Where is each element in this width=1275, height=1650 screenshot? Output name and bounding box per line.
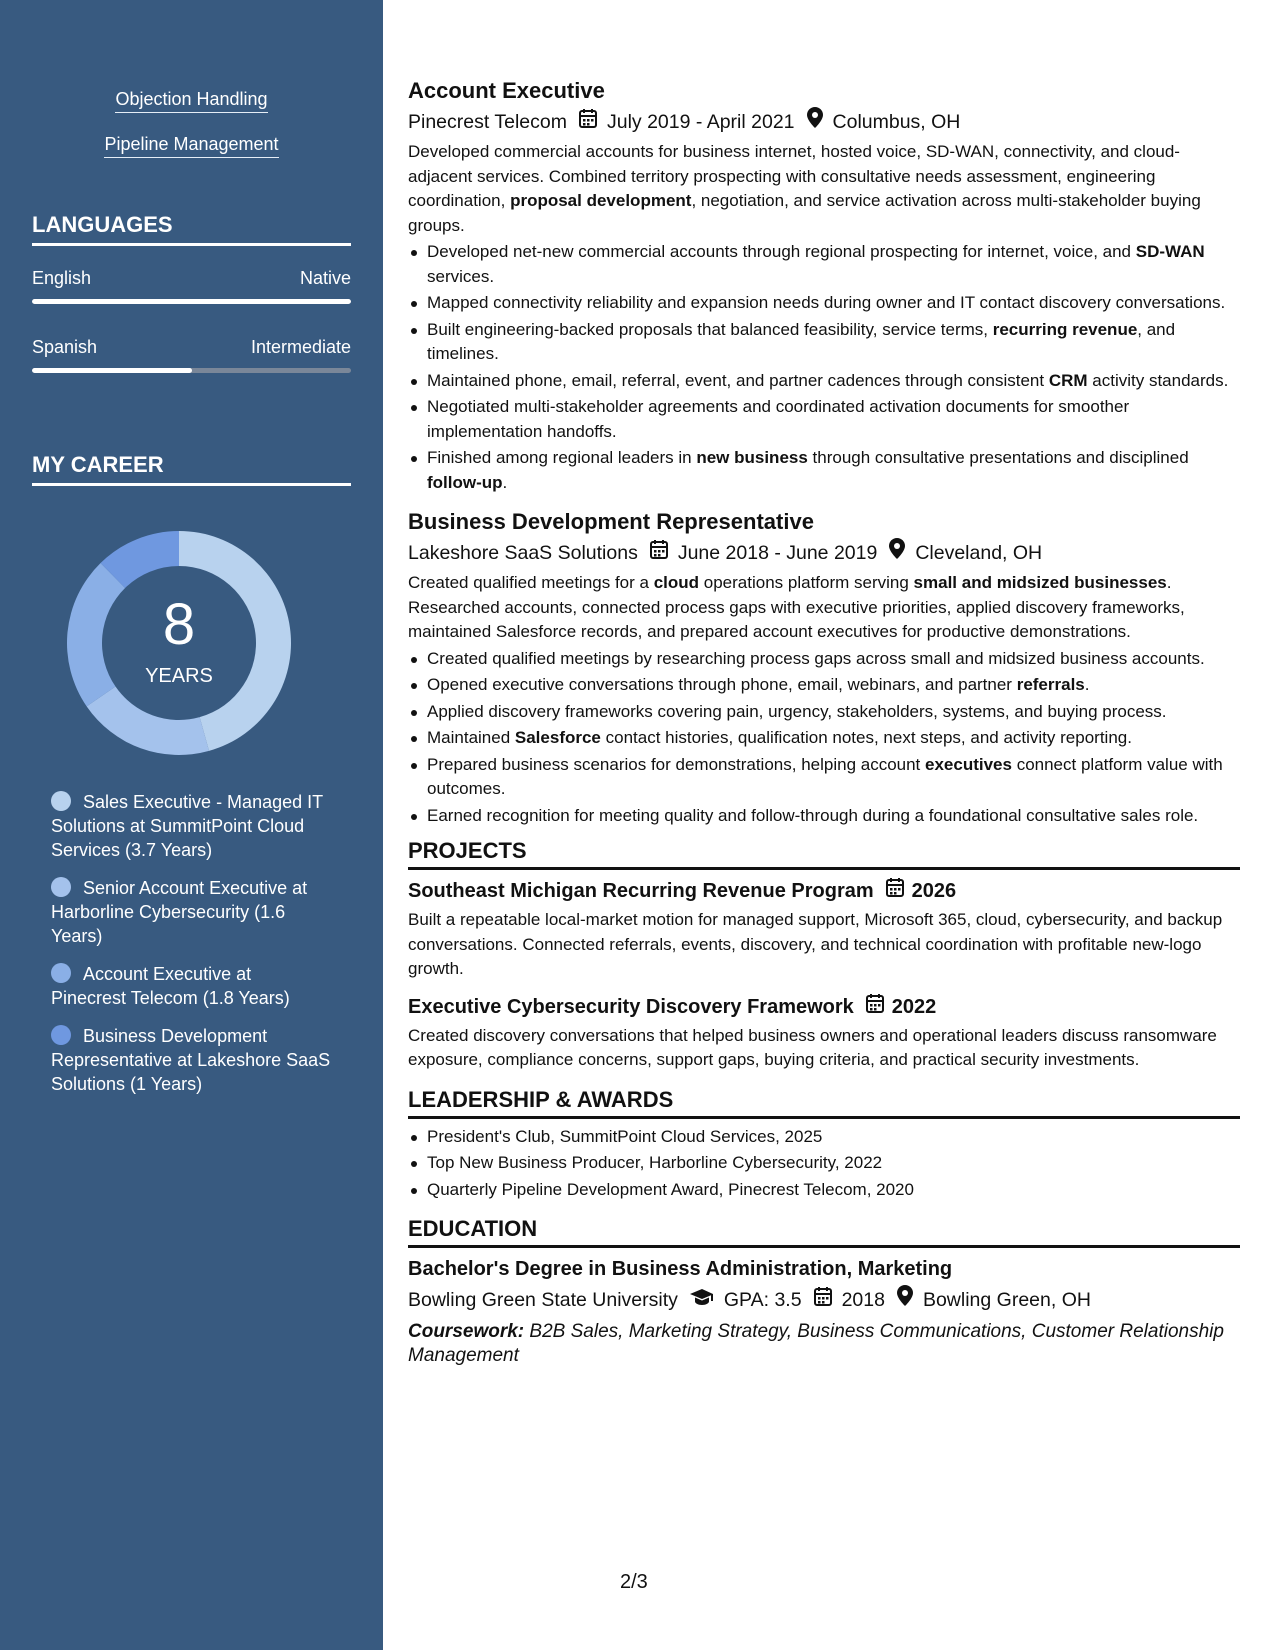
- job-title: Account Executive: [408, 78, 605, 103]
- project-entry: [408, 876, 1240, 982]
- bullet-item: [408, 726, 1240, 751]
- legend-dot: [51, 877, 71, 897]
- project-entry: [408, 992, 1240, 1073]
- education-meta: [408, 1284, 1240, 1316]
- job-company: Pinecrest Telecom: [408, 111, 567, 133]
- job-meta: [408, 537, 1240, 569]
- bullet-item: [408, 804, 1240, 829]
- calendar-icon: [886, 876, 904, 906]
- bold-text: cloud: [653, 573, 700, 592]
- bullet-item: [408, 291, 1240, 316]
- job-summary: [408, 140, 1240, 238]
- language-name: English: [32, 268, 92, 288]
- bullet-item: [408, 240, 1240, 289]
- bold-text: executives: [925, 754, 1012, 774]
- project-title-row: [408, 876, 1240, 906]
- career-item: [51, 962, 331, 1010]
- language-proficiency-fill: [32, 368, 192, 373]
- text-run: Opened executive conversations through phone, email, webinars, and partner: [427, 675, 1017, 694]
- text-run: connect platform value with outcomes.: [427, 754, 1223, 798]
- career-item: [51, 876, 331, 948]
- bold-text: referrals: [1016, 675, 1085, 694]
- bullet-item: [408, 673, 1240, 698]
- award-item: Quarterly Pipeline Development Award, Pinecrest Telecom, 2020: [408, 1178, 1240, 1203]
- bold-text: recurring revenue: [992, 319, 1138, 339]
- job-summary: [408, 571, 1240, 645]
- career-item: [51, 790, 331, 862]
- school-location: Bowling Green, OH: [922, 1289, 1091, 1311]
- language-proficiency-bar: [32, 299, 351, 304]
- calendar-icon: [650, 537, 668, 569]
- bold-text: Salesforce: [514, 728, 601, 747]
- map-pin-icon: [807, 106, 823, 138]
- donut-segment: [87, 687, 209, 755]
- page-number: 2/3: [620, 1571, 648, 1593]
- job-location: Cleveland, OH: [915, 542, 1043, 564]
- sidebar: [0, 0, 383, 1650]
- career-years-value: 8: [162, 592, 196, 657]
- text-run: Earned recognition for meeting quality and follow-through during a foundational consultative sales role.: [427, 805, 1199, 825]
- job-dates: June 2018 - June 2019: [677, 542, 878, 564]
- map-pin-icon: [889, 537, 905, 569]
- text-run: Developed commercial accounts for business internet, hosted voice, SD-WAN, connectivity, and cloud-adjacent services. Combined territory prospecting with consultative needs assessment, engineering coordination,: [408, 142, 1180, 210]
- job-entry: [408, 507, 1240, 828]
- career-item-text: Senior Account Executive at Harborline Cybersecurity (1.6 Years): [51, 878, 308, 946]
- text-run: Developed net-new commercial accounts through regional prospecting for internet, voice, and: [427, 242, 1136, 261]
- bullet-item: [408, 446, 1240, 495]
- career-item: [51, 1024, 331, 1096]
- graduation-year: 2018: [841, 1289, 885, 1311]
- awards-list: [408, 1125, 1240, 1203]
- legend-dot: [51, 791, 71, 811]
- skill-item[interactable]: [0, 134, 383, 158]
- language-proficiency-bar: [32, 368, 351, 373]
- job-title: Business Development Representative: [408, 509, 814, 534]
- text-run: activity standards.: [1087, 370, 1229, 390]
- bullet-item: [408, 700, 1240, 725]
- calendar-icon: [579, 106, 597, 138]
- text-run: Maintained: [427, 728, 515, 747]
- legend-dot: [51, 963, 71, 983]
- skill-item[interactable]: [0, 89, 383, 113]
- bold-text: SD-WAN: [1135, 242, 1205, 261]
- languages-heading: LANGUAGES: [32, 212, 351, 246]
- text-run: Maintained phone, email, referral, event, and partner cadences through consistent: [427, 370, 1049, 390]
- bullet-item: [408, 395, 1240, 444]
- job-bullets: [408, 647, 1240, 829]
- job-dates: July 2019 - April 2021: [606, 111, 795, 133]
- text-run: , negotiation, and service activation across multi-stakeholder buying groups.: [408, 191, 1201, 235]
- language-proficiency-fill: [32, 299, 351, 304]
- text-run: Prepared business scenarios for demonstrations, helping account: [427, 754, 926, 774]
- text-run: through consultative presentations and disciplined: [807, 448, 1189, 467]
- text-run: Created qualified meetings by researching process gaps across small and midsized business accounts.: [427, 648, 1205, 668]
- career-item-text: Account Executive at Pinecrest Telecom (1.8 Years): [51, 964, 290, 1008]
- language-level: Intermediate: [250, 337, 351, 357]
- career-heading: MY CAREER: [32, 452, 351, 486]
- text-run: Applied discovery frameworks covering pain, urgency, stakeholders, systems, and buying process.: [427, 701, 1167, 721]
- career-donut-chart: [67, 531, 291, 755]
- text-run: Negotiated multi-stakeholder agreements and coordinated activation documents for smoother implementation handoffs.: [427, 397, 1130, 441]
- text-run: Created qualified meetings for a: [408, 573, 654, 592]
- text-run: services.: [427, 266, 495, 286]
- gpa: GPA: 3.5: [723, 1289, 802, 1311]
- calendar-icon: [814, 1284, 832, 1316]
- job-entry: [408, 76, 1240, 495]
- bullet-item: [408, 753, 1240, 802]
- career-item-text: Business Development Representative at Lakeshore SaaS Solutions (1 Years): [51, 1026, 331, 1094]
- bold-text: small and midsized businesses: [913, 573, 1167, 592]
- bold-text: follow-up: [427, 472, 503, 492]
- award-item: President's Club, SummitPoint Cloud Services, 2025: [408, 1125, 1240, 1150]
- coursework-label: Coursework:: [408, 1321, 525, 1342]
- project-description: Created discovery conversations that helped business owners and operational leaders discuss ransomware exposure, compliance concerns, support gaps, buying criteria, and practical security investments.: [408, 1025, 1217, 1069]
- text-run: Built engineering-backed proposals that balanced feasibility, service terms,: [427, 319, 993, 339]
- text-run: . Researched accounts, connected process gaps with executive priorities, applied discovery frameworks, maintained Salesforce records, and prepared account executives for productive demonstrations.: [408, 573, 1185, 641]
- text-run: Finished among regional leaders in: [427, 448, 697, 467]
- donut-segment: [179, 531, 291, 751]
- bullet-item: [408, 318, 1240, 367]
- project-year: 2026: [911, 880, 957, 902]
- bold-text: CRM: [1048, 370, 1088, 390]
- graduation-cap-icon: [690, 1284, 714, 1316]
- job-bullets: [408, 240, 1240, 495]
- language-row: [32, 337, 351, 358]
- project-title: Southeast Michigan Recurring Revenue Program: [408, 880, 874, 902]
- career-years-label: YEARS: [145, 665, 213, 687]
- language-row: [32, 268, 351, 289]
- coursework: [408, 1320, 1240, 1368]
- map-pin-icon: [897, 1284, 913, 1316]
- job-location: Columbus, OH: [832, 111, 961, 133]
- language-name: Spanish: [32, 337, 98, 357]
- text-run: contact histories, qualification notes, next steps, and activity reporting.: [600, 728, 1132, 747]
- donut-segment: [67, 563, 125, 706]
- bold-text: proposal development: [510, 191, 692, 210]
- skill-label: Pipeline Management: [104, 134, 278, 158]
- education-heading: EDUCATION: [408, 1216, 1240, 1248]
- job-company: Lakeshore SaaS Solutions: [408, 542, 638, 564]
- calendar-icon: [866, 992, 884, 1022]
- main-content: [408, 76, 1240, 1368]
- legend-dot: [51, 1025, 71, 1045]
- career-list: [51, 790, 331, 1110]
- bold-text: new business: [696, 448, 808, 467]
- language-level: Native: [299, 268, 351, 288]
- awards-heading: LEADERSHIP & AWARDS: [408, 1087, 1240, 1119]
- project-title-row: [408, 992, 1240, 1022]
- job-meta: [408, 106, 1240, 138]
- career-item-text: Sales Executive - Managed IT Solutions at SummitPoint Cloud Services (3.7 Years): [51, 792, 323, 860]
- coursework-text: B2B Sales, Marketing Strategy, Business Communications, Customer Relationship Management: [408, 1321, 1224, 1366]
- text-run: Mapped connectivity reliability and expansion needs during owner and IT contact discovery conversations.: [427, 293, 1226, 312]
- project-year: 2022: [891, 995, 937, 1018]
- text-run: , and timelines.: [427, 319, 1176, 363]
- text-run: .: [502, 472, 508, 492]
- projects-heading: PROJECTS: [408, 838, 1240, 870]
- bullet-item: [408, 369, 1240, 394]
- text-run: operations platform serving: [699, 573, 914, 592]
- project-description: Built a repeatable local-market motion for managed support, Microsoft 365, cloud, cybersecurity, and backup conversations. Connected referrals, events, discovery, and technical coordination with profitable new-logo growth.: [408, 910, 1223, 978]
- project-title: Executive Cybersecurity Discovery Framework: [408, 995, 854, 1018]
- bullet-item: [408, 647, 1240, 672]
- skill-label: Objection Handling: [115, 89, 267, 113]
- degree-title: Bachelor's Degree in Business Administration, Marketing: [408, 1258, 953, 1280]
- school-name: Bowling Green State University: [408, 1289, 678, 1311]
- text-run: .: [1084, 675, 1090, 694]
- award-item: Top New Business Producer, Harborline Cybersecurity, 2022: [408, 1151, 1240, 1176]
